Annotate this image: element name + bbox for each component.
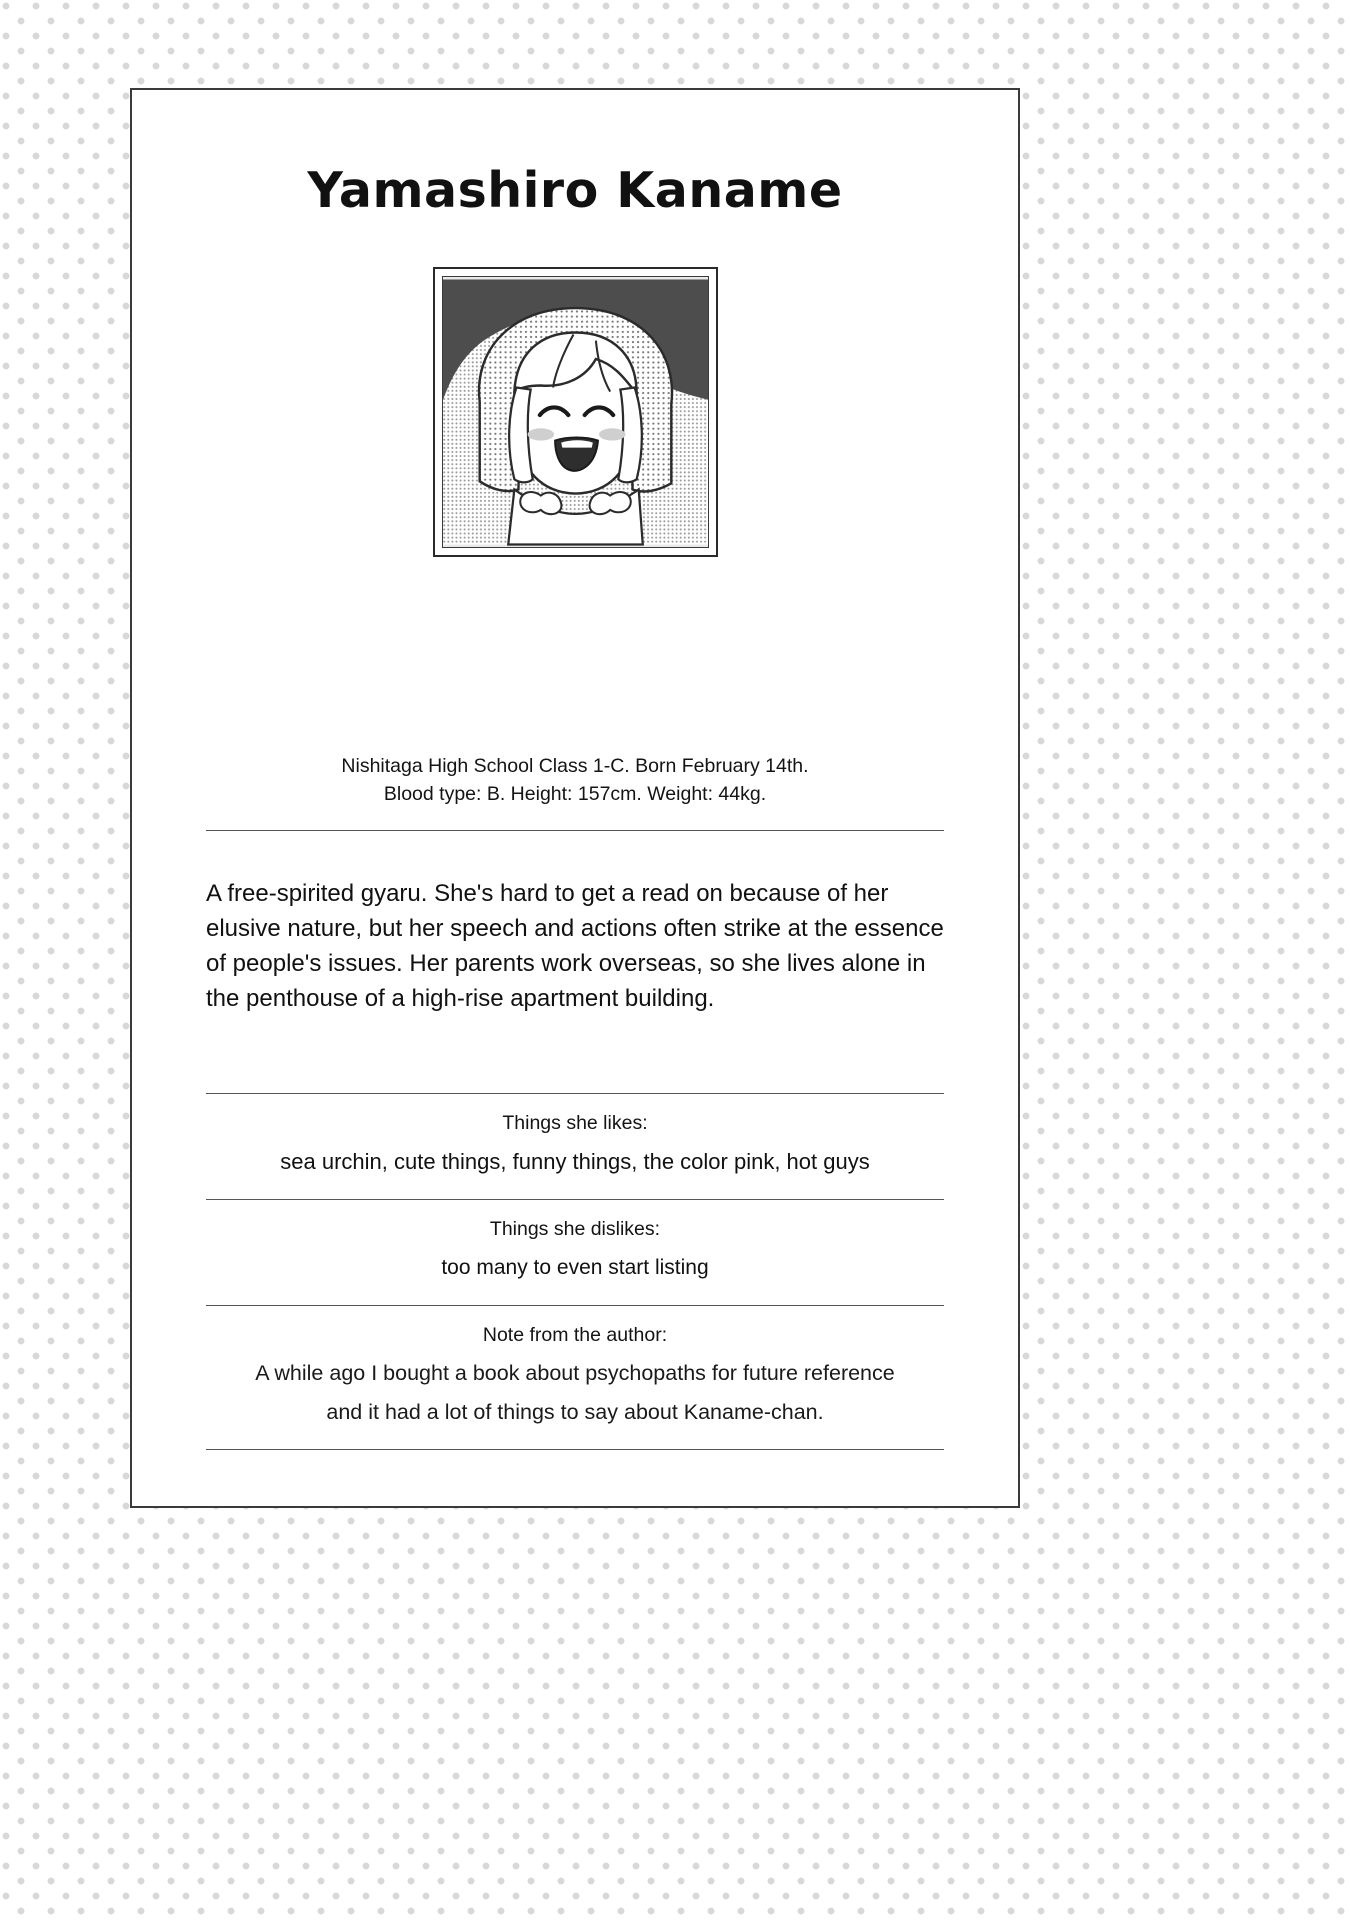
author-note-section: [206, 1324, 944, 1427]
page-title: Yamashiro Kaname: [307, 162, 843, 219]
dislikes-section: [206, 1218, 944, 1282]
smiling-girl-portrait-icon: [443, 277, 708, 547]
stats-line-1: Nishitaga High School Class 1-C. Born February 14th.: [341, 755, 809, 777]
likes-value: sea urchin, cute things, funny things, the color pink, hot guys: [280, 1148, 870, 1174]
bio-text: A free-spirited gyaru. She's hard to get a read on because of her elusive nature, but her speech and actions often strike at the essence of people's issues. Her parents work overseas, so she lives alone in the penthouse of a high-rise apartment building.: [206, 880, 944, 1012]
stats-line-2: Blood type: B. Height: 157cm. Weight: 44kg.: [383, 782, 767, 805]
author-note-heading: Note from the author:: [482, 1323, 668, 1346]
divider-after-stats: [206, 830, 944, 831]
divider-before-likes: [206, 1093, 944, 1094]
stats-block: [206, 753, 944, 808]
divider-bottom: [206, 1449, 944, 1450]
likes-heading: Things she likes:: [502, 1111, 648, 1134]
spacer: [206, 1017, 944, 1071]
author-note-line-1: A while ago I bought a book about psychopaths for future reference: [255, 1360, 895, 1385]
divider-before-author-note: [206, 1305, 944, 1306]
character-profile-card: [130, 88, 1020, 1508]
divider-before-dislikes: [206, 1199, 944, 1200]
portrait-frame: [433, 267, 718, 557]
portrait-container: [206, 267, 944, 557]
likes-section: [206, 1112, 944, 1178]
dislikes-heading: Things she dislikes:: [489, 1218, 661, 1241]
dislikes-value: too many to even start listing: [441, 1256, 709, 1280]
author-note-line-2: and it had a lot of things to say about Kaname-chan.: [326, 1399, 824, 1424]
portrait-image: [442, 276, 709, 548]
